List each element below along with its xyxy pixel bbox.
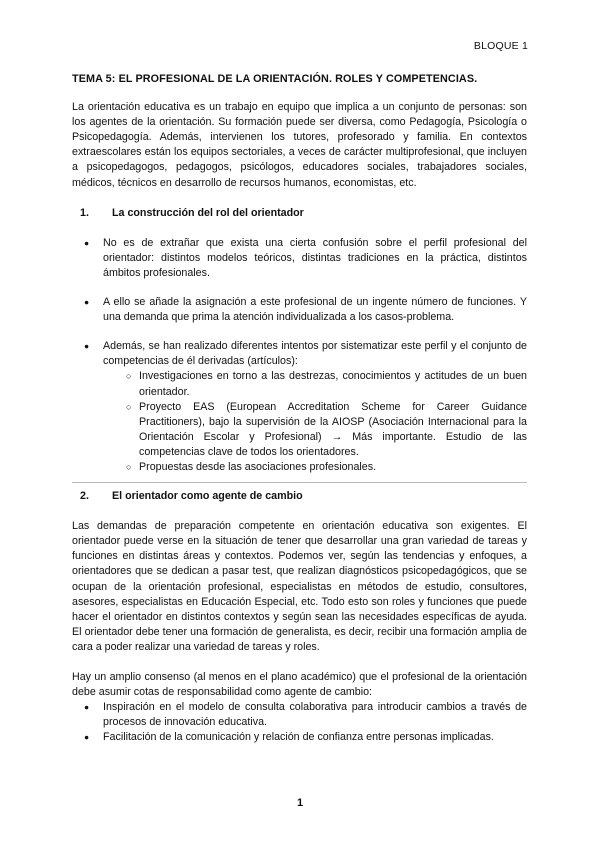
sub-list-item: ○ Investigaciones en torno a las destrezas, conocimientos y actitudes de un buen orientador. [72, 369, 527, 399]
list-item: ● No es de extrañar que exista una cierta confusión sobre el perfil profesional del orientador: distintos modelos teóricos, distintas tradiciones en la práctica, distintos ámbitos profesionales. [72, 236, 527, 281]
list-item [72, 339, 527, 369]
section-2-paragraph-1: Las demandas de preparación competente en orientación educativa son exigentes. El orientador puede verse en la situación de tener que desarrollar una gran variedad de tareas y funciones en distintas áreas y contextos. Podemos ver, según las tendencias y enfoques, a orientadores que se dedican a pasar test, que realizan diagnósticos psicopedagógicos, que se ocupan de la orientación profesional, especialistas en métodos de estudio, consultores, asesores, especialistas en Educación Especial, etc. Todo esto son roles y funciones que puede hacer el orientador en distintos contextos y según sean las necesidades específicas de ayuda. El orientador debe tener una formación de generalista, es decir, recibir una formación amplia de cara a poder realizar una variedad de tareas y roles. [72, 520, 527, 653]
block-label: BLOQUE 1 [473, 40, 528, 52]
sub-list-item: ○ Proyecto EAS (European Accreditation Scheme for Career Guidance Practitioners), bajo la supervisión de la AIOSP (Asociación Internacional para la Orientación Escolar y Profesional) → Más importante. Estudio de las competencias clave de todos los orientadores. [72, 400, 527, 460]
document-title: TEMA 5: EL PROFESIONAL DE LA ORIENTACIÓN. ROLES Y COMPETENCIAS. [72, 73, 478, 85]
list-item: ● A ello se añade la asignación a este profesional de un ingente número de funciones. Y una demanda que prima la atención individualizada a los casos-problema. [72, 295, 527, 325]
section-1-title: La construcción del rol del orientador [112, 206, 304, 219]
section-2-bullet-list [72, 700, 527, 745]
list-item-text: Además, se han realizado diferentes intentos por sistematizar este perfil y el conjunto de competencias de él derivadas (artículos): [103, 340, 527, 368]
section-2-paragraph-2: Hay un amplio consenso (al menos en el plano académico) que el profesional de la orientación debe asumir cotas de responsabilidad como agente de cambio: [72, 671, 527, 699]
section-divider [72, 482, 527, 483]
sub-list-item: ○ Propuestas desde las asociaciones profesionales. [72, 460, 527, 475]
list-item: ● Facilitación de la comunicación y relación de confianza entre personas implicadas. [72, 730, 527, 745]
page-number: 1 [296, 797, 304, 809]
list-item: ● Inspiración en el modelo de consulta colaborativa para introducir cambios a través de procesos de innovación educativa. [72, 700, 527, 730]
page-content [72, 72, 527, 745]
section-1-heading [72, 206, 527, 221]
section-1-bullet-list [72, 236, 527, 370]
section-1-number: 1. [80, 206, 89, 219]
section-2-heading [72, 489, 527, 504]
section-1-sub-bullet-list [72, 369, 527, 475]
section-2-number: 2. [80, 490, 89, 503]
section-2-title: El orientador como agente de cambio [112, 490, 303, 503]
intro-paragraph: La orientación educativa es un trabajo en equipo que implica a un conjunto de personas: son los agentes de la orientación. Su formación puede ser diversa, como Pedagogía, Psicología o Psicopedagogía. Además, intervienen los tutores, profesorado y familia. En contextos extraescolares están los equipos sectoriales, a veces de carácter multiprofesional, que incluyen a psicopedagogos, pedagogos, psicólogos, educadores sociales, trabajadores sociales, médicos, técnicos en desarrollo de recursos humanos, economistas, etc. [72, 101, 527, 189]
